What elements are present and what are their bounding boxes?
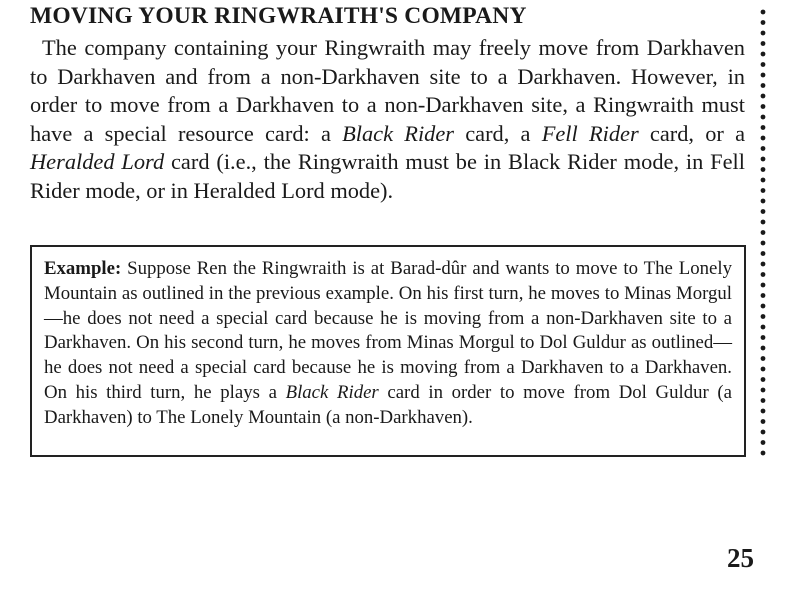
border-dot — [761, 220, 766, 225]
border-dot — [761, 356, 766, 361]
paragraph-segment-italic: Heralded Lord — [30, 149, 165, 174]
paragraph-segment: card, or a — [638, 120, 746, 146]
border-dot — [761, 83, 766, 88]
border-dot — [761, 230, 766, 235]
decorative-dot-column — [758, 0, 768, 470]
border-dot — [761, 251, 766, 256]
border-dot — [761, 388, 766, 393]
example-segment-italic: Black Rider — [285, 381, 379, 403]
border-dot — [761, 398, 766, 403]
border-dot — [761, 377, 766, 382]
border-dot — [761, 367, 766, 372]
border-dot — [761, 325, 766, 330]
example-segment: Suppose Ren the Ringwraith is at Barad-dûr and wants to move to The Lonely Mountain as outlined in the previous example. On his first turn, he moves to Minas Morgul—he does not need a special card because he is moving from a non-Darkhaven site to a Darkhaven. On his second turn, he moves from Minas Morgul to Dol Guldur as outlined—he does not need a special card because he is moving from a Darkhaven to a Darkhaven. On his third turn, he plays a — [44, 258, 732, 403]
paragraph-segment-italic: Black Rider — [342, 120, 455, 146]
border-dot — [761, 52, 766, 57]
border-dot — [761, 20, 766, 25]
section-paragraph — [30, 34, 745, 205]
border-dot — [761, 73, 766, 78]
border-dot — [761, 31, 766, 36]
paragraph-segment: card (i.e., the Ringwraith must be in Black Rider mode, in Fell Rider mode, or in Heralded Lord mode). — [30, 149, 745, 203]
border-dot — [761, 346, 766, 351]
border-dot — [761, 409, 766, 414]
border-dot — [761, 272, 766, 277]
example-segment: card in order to move from Dol Guldur (a Darkhaven) to The Lonely Mountain (a non-Darkhaven). — [44, 381, 732, 428]
border-dot — [761, 62, 766, 67]
border-dot — [761, 157, 766, 162]
border-dot — [761, 283, 766, 288]
border-dot — [761, 10, 766, 15]
example-label: Example: — [44, 258, 122, 279]
border-dot — [761, 94, 766, 99]
border-dot — [761, 293, 766, 298]
border-dot — [761, 188, 766, 193]
border-dot — [761, 304, 766, 309]
border-dot — [761, 199, 766, 204]
paragraph-segment: The company containing your Ringwraith may freely move from Darkhaven to Darkhaven and from a non-Darkhaven site to a Darkhaven. However, in order to move from a Darkhaven to a non-Darkhaven site, a Ringwraith must have a special resource card: a — [30, 35, 745, 146]
example-box — [30, 245, 746, 457]
border-dot — [761, 41, 766, 46]
border-dot — [761, 125, 766, 130]
border-dot — [761, 419, 766, 424]
border-dot — [761, 209, 766, 214]
border-dot — [761, 104, 766, 109]
example-text — [44, 257, 732, 431]
border-dot — [761, 178, 766, 183]
border-dot — [761, 167, 766, 172]
border-dot — [761, 440, 766, 445]
paragraph-segment-italic: Fell Rider — [541, 120, 639, 146]
dot-border-graphic — [758, 0, 768, 470]
border-dot — [761, 262, 766, 267]
border-dot — [761, 115, 766, 120]
border-dot — [761, 146, 766, 151]
border-dot — [761, 136, 766, 141]
border-dot — [761, 451, 766, 456]
page-number: 25 — [727, 543, 754, 573]
border-dot — [761, 314, 766, 319]
border-dot — [761, 335, 766, 340]
section-heading: MOVING YOUR RINGWRAITH'S COMPANY — [30, 3, 527, 29]
border-dot — [761, 241, 766, 246]
paragraph-segment: card, a — [454, 120, 542, 146]
border-dot — [761, 430, 766, 435]
